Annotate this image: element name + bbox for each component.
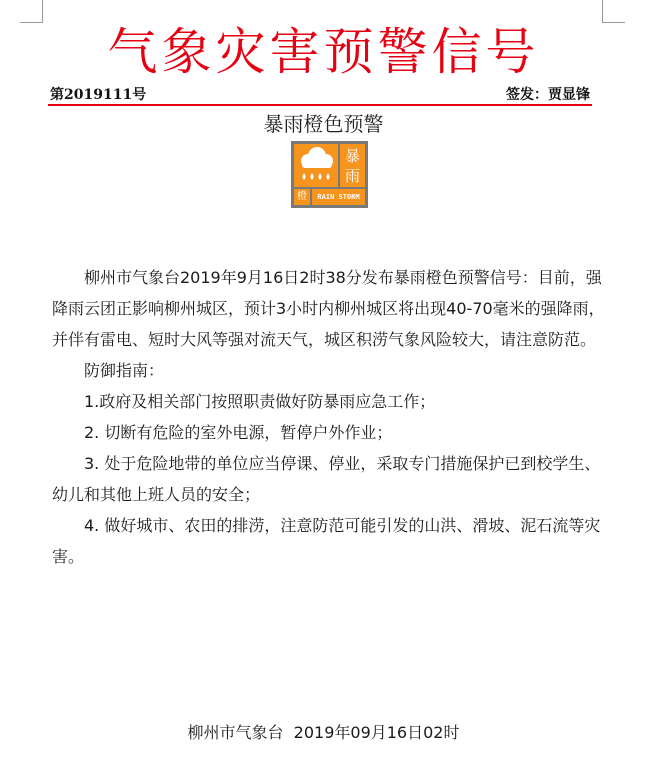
signer: 签发：贾显锋 (506, 87, 590, 103)
guide-item-3: 3. 处于危险地带的单位应当停课、停业，采取专门措施保护已到校学生、幼儿和其他上班人员的安全； (52, 454, 601, 504)
signal-char-2: 雨 (344, 167, 360, 185)
document-header-title: 气象灾害预警信号 (107, 23, 540, 81)
guide-item-4: 4. 做好城市、农田的排涝，注意防范可能引发的山洪、滑坡、泥石流等灾害。 (52, 516, 601, 566)
document-number: 第2019111号 (50, 87, 147, 103)
cloud-rain-icon (294, 144, 338, 187)
signal-char-1: 暴 (344, 147, 360, 165)
guide-item-1: 1.政府及相关部门按照职责做好防暴雨应急工作； (84, 392, 436, 411)
crop-mark-top-right (602, 0, 625, 23)
guide-heading: 防御指南： (84, 361, 165, 380)
crop-mark-top-left (20, 0, 43, 23)
rainstorm-orange-signal-icon (291, 141, 368, 208)
warning-body (52, 262, 612, 572)
warning-paragraph: 柳州市气象台2019年9月16日2时38分发布暴雨橙色预警信号：目前，强降雨云团正影响柳州城区，预计3小时内柳州城区将出现40-70毫米的强降雨，并伴有雷电、短时大风等强对流天气，城区积涝气象风险较大，请注意防范。 (52, 268, 605, 349)
signal-level-char: 橙 (294, 189, 310, 205)
header-red-rule (48, 104, 592, 106)
warning-title: 暴雨橙色预警 (263, 112, 384, 136)
signal-english-label: RAIN STORM (312, 189, 365, 205)
issuer-footer: 柳州市气象台 2019年09月16日02时 (187, 723, 460, 742)
guide-item-2: 2. 切断有危险的室外电源，暂停户外作业； (84, 423, 393, 442)
signal-chinese-label (340, 144, 365, 187)
